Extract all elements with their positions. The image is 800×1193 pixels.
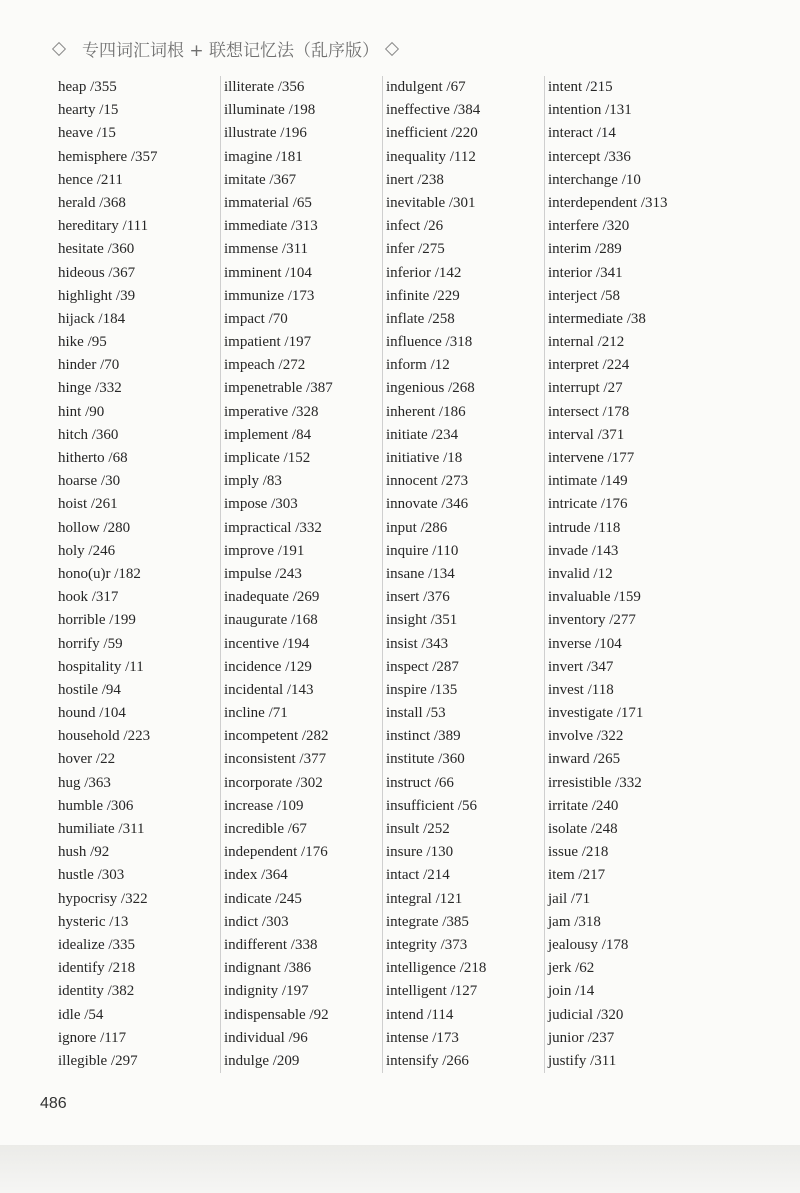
index-entry: identity /382 [58, 983, 135, 1000]
index-entry: insist /343 [386, 635, 449, 652]
index-entry: hustle /303 [58, 867, 125, 884]
index-entry: interchange /10 [548, 171, 641, 188]
index-entry: hospitality /11 [58, 658, 144, 675]
index-entry: inequality /112 [386, 148, 476, 165]
index-entry: intelligent /127 [386, 983, 478, 1000]
index-entry: internal /212 [548, 334, 625, 351]
index-entry: intrude /118 [548, 519, 621, 536]
index-entry: household /223 [58, 728, 151, 745]
index-column-3 [382, 76, 541, 1073]
index-entry: intermediate /38 [548, 310, 646, 327]
index-entry: implicate /152 [224, 450, 311, 466]
index-entry: hover /22 [58, 751, 116, 768]
index-entry: imperative /328 [224, 403, 319, 420]
index-entry: independent /176 [224, 844, 328, 861]
index-entry: interfere /320 [548, 218, 630, 235]
index-entry: integral /121 [386, 890, 463, 907]
index-entry: impact /70 [224, 310, 288, 327]
index-entry: indignant /386 [224, 960, 312, 977]
index-entry: institute /360 [386, 751, 465, 768]
index-entry: inspect /287 [386, 658, 459, 675]
index-entry: incorporate /302 [224, 774, 323, 791]
index-entry: horrible /199 [58, 612, 136, 629]
index-entry: initiative /18 [386, 450, 463, 466]
index-entry: humble /306 [58, 797, 134, 814]
index-entry: imply /83 [224, 473, 282, 490]
index-entry: immunize /173 [224, 287, 315, 304]
index-entry: incompetent /282 [224, 728, 329, 745]
index-entry: invalid /12 [548, 565, 613, 582]
index-entry: intention /131 [548, 102, 632, 119]
index-entry: integrity /373 [386, 936, 468, 953]
index-entry: intelligence /218 [386, 960, 487, 977]
index-entry: inaugurate /168 [224, 612, 318, 629]
index-entry: immediate /313 [224, 218, 318, 235]
index-entry: intent /215 [548, 79, 613, 95]
index-entry: innovate /346 [386, 496, 469, 513]
index-entry: hijack /184 [58, 310, 126, 327]
index-entry: hollow /280 [58, 519, 131, 536]
index-entry: improve /191 [224, 542, 305, 559]
index-entry: hence /211 [58, 171, 123, 188]
index-entry: ignore /117 [58, 1029, 127, 1046]
index-entry: input /286 [386, 519, 448, 536]
index-entry: ingenious /268 [386, 380, 475, 397]
index-entry: interval /371 [548, 426, 625, 443]
index-entry: hinge /332 [58, 380, 122, 397]
index-entry: hostile /94 [58, 681, 121, 698]
index-entry: issue /218 [548, 844, 609, 861]
index-entry: interpret /224 [548, 357, 630, 374]
diamond-icon [385, 42, 399, 56]
index-entry: indignity /197 [224, 983, 309, 1000]
index-entry: insure /130 [386, 844, 454, 861]
index-entry: incidental /143 [224, 681, 314, 698]
index-entry: isolate /248 [548, 821, 618, 837]
index-entry: inward /265 [548, 751, 621, 768]
index-entry: intersect /178 [548, 403, 630, 420]
index-entry: hearty /15 [58, 102, 119, 119]
index-entry: intact /214 [386, 867, 450, 884]
index-entry: indulge /209 [224, 1052, 300, 1069]
index-entry: instinct /389 [386, 728, 461, 745]
index-entry: incentive /194 [224, 635, 310, 652]
scan-margin [0, 1145, 800, 1193]
index-entry: impenetrable /387 [224, 380, 333, 397]
index-entry: illiterate /356 [224, 79, 305, 95]
index-entry: inadequate /269 [224, 589, 320, 606]
index-entry: judicial /320 [548, 1006, 624, 1023]
index-entry: hoarse /30 [58, 473, 121, 490]
index-entry: imitate /367 [224, 171, 297, 188]
index-entry: jealousy /178 [548, 936, 629, 953]
index-entry: interrupt /27 [548, 380, 623, 397]
index-entry: hike /95 [58, 334, 107, 351]
index-entry: intense /173 [386, 1029, 459, 1046]
index-entry: intimate /149 [548, 473, 628, 490]
index-entry: jam /318 [548, 913, 601, 930]
index-entry: index /364 [224, 867, 288, 884]
index-entry: hound /104 [58, 705, 126, 722]
index-entry: inevitable /301 [386, 194, 476, 211]
index-entry: illegible /297 [58, 1052, 138, 1069]
index-entry: incidence /129 [224, 658, 312, 675]
index-entry: impatient /197 [224, 334, 312, 351]
header-title: 专四词汇词根 + 联想记忆法（乱序版） [82, 41, 380, 61]
index-entry: idle /54 [58, 1006, 104, 1023]
index-entry: inferior /142 [386, 264, 462, 281]
index-entry: indifferent /338 [224, 936, 318, 953]
index-entry: intricate /176 [548, 496, 628, 513]
index-entry: install /53 [386, 705, 446, 722]
index-entry: insult /252 [386, 821, 450, 837]
index-entry: interact /14 [548, 125, 616, 142]
index-entry: initiate /234 [386, 426, 459, 443]
running-header [52, 36, 399, 61]
index-entry: incredible /67 [224, 821, 307, 837]
index-entry: invert /347 [548, 658, 614, 675]
index-entry: item /217 [548, 867, 606, 884]
index-entry: interdependent /313 [548, 194, 668, 211]
index-entry: hesitate /360 [58, 241, 135, 258]
index-column-1 [58, 76, 216, 1073]
index-entry: hideous /367 [58, 264, 136, 281]
index-entry: hinder /70 [58, 357, 120, 374]
index-entry: impulse /243 [224, 565, 302, 582]
index-entry: indulgent /67 [386, 79, 466, 95]
index-entry: individual /96 [224, 1029, 308, 1046]
index-entry: indicate /245 [224, 890, 302, 907]
page-number: 486 [40, 1095, 67, 1112]
index-entry: impose /303 [224, 496, 298, 513]
index-entry: inventory /277 [548, 612, 636, 629]
index-entry: holy /246 [58, 542, 116, 559]
index-entry: herald /368 [58, 194, 126, 211]
index-entry: hoist /261 [58, 496, 118, 513]
index-entry: indispensable /92 [224, 1006, 329, 1023]
index-entry: illuminate /198 [224, 102, 316, 119]
index-entry: implement /84 [224, 426, 312, 443]
index-entry: impeach /272 [224, 357, 306, 374]
index-entry: horrify /59 [58, 635, 123, 652]
index-entry: hypocrisy /322 [58, 890, 148, 907]
index-entry: justify /311 [548, 1052, 617, 1069]
index-entry: inform /12 [386, 357, 450, 374]
index-entry: inefficient /220 [386, 125, 478, 142]
index-entry: insight /351 [386, 612, 458, 629]
index-entry: inherent /186 [386, 403, 466, 420]
index-entry: intend /114 [386, 1006, 454, 1023]
index-entry: hereditary /111 [58, 218, 149, 235]
index-entry: hitch /360 [58, 426, 119, 443]
index-entry: immense /311 [224, 241, 309, 258]
index-entry: hysteric /13 [58, 913, 129, 930]
index-entry: invade /143 [548, 542, 619, 559]
index-column-2 [220, 76, 379, 1073]
index-entry: heave /15 [58, 125, 116, 142]
index-entry: infer /275 [386, 241, 445, 258]
index-entry: integrate /385 [386, 913, 469, 930]
index-entry: intensify /266 [386, 1052, 469, 1069]
index-entry: inconsistent /377 [224, 751, 327, 768]
index-entry: insane /134 [386, 565, 455, 582]
index-entry: hint /90 [58, 403, 105, 420]
index-entry: insufficient /56 [386, 797, 477, 814]
index-entry: idealize /335 [58, 936, 136, 953]
index-entry: increase /109 [224, 797, 304, 814]
index-entry: influence /318 [386, 334, 473, 351]
index-entry: invaluable /159 [548, 589, 641, 606]
index-entry: identify /218 [58, 960, 136, 977]
index-entry: hono(u)r /182 [58, 565, 141, 582]
index-entry: interim /289 [548, 241, 622, 258]
index-entry: imagine /181 [224, 148, 303, 165]
index-entry: jerk /62 [548, 960, 595, 977]
index-entry: interior /341 [548, 264, 623, 281]
index-entry: impractical /332 [224, 519, 322, 536]
index-entry: ineffective /384 [386, 102, 481, 119]
index-entry: inert /238 [386, 171, 444, 188]
index-entry: indict /303 [224, 913, 289, 930]
index-entry: intercept /336 [548, 148, 631, 165]
index-entry: irritate /240 [548, 797, 619, 814]
index-entry: incline /71 [224, 705, 288, 722]
word-index-columns [58, 76, 758, 1076]
index-entry: imminent /104 [224, 264, 312, 281]
index-entry: infinite /229 [386, 287, 460, 304]
index-entry: hug /363 [58, 774, 111, 791]
index-entry: interject /58 [548, 287, 621, 304]
index-entry: inquire /110 [386, 542, 459, 559]
index-column-4 [544, 76, 703, 1073]
index-entry: irresistible /332 [548, 774, 642, 791]
index-entry: immaterial /65 [224, 194, 312, 211]
index-entry: innocent /273 [386, 473, 469, 490]
index-entry: illustrate /196 [224, 125, 307, 142]
index-entry: inverse /104 [548, 635, 622, 652]
index-entry: instruct /66 [386, 774, 454, 791]
index-entry: hemisphere /357 [58, 148, 158, 165]
index-entry: inflate /258 [386, 310, 455, 327]
index-entry: humiliate /311 [58, 821, 145, 837]
index-entry: junior /237 [548, 1029, 615, 1046]
index-entry: inspire /135 [386, 681, 458, 698]
index-entry: investigate /171 [548, 705, 644, 722]
index-entry: join /14 [548, 983, 595, 1000]
index-entry: hush /92 [58, 844, 110, 861]
index-entry: intervene /177 [548, 450, 635, 466]
index-entry: invest /118 [548, 681, 614, 698]
index-entry: infect /26 [386, 218, 444, 235]
index-entry: insert /376 [386, 589, 450, 606]
index-entry: hitherto /68 [58, 450, 128, 466]
index-entry: involve /322 [548, 728, 624, 745]
index-entry: highlight /39 [58, 287, 136, 304]
diamond-icon [52, 42, 66, 56]
index-entry: heap /355 [58, 79, 117, 95]
index-entry: jail /71 [548, 890, 591, 907]
index-entry: hook /317 [58, 589, 119, 606]
